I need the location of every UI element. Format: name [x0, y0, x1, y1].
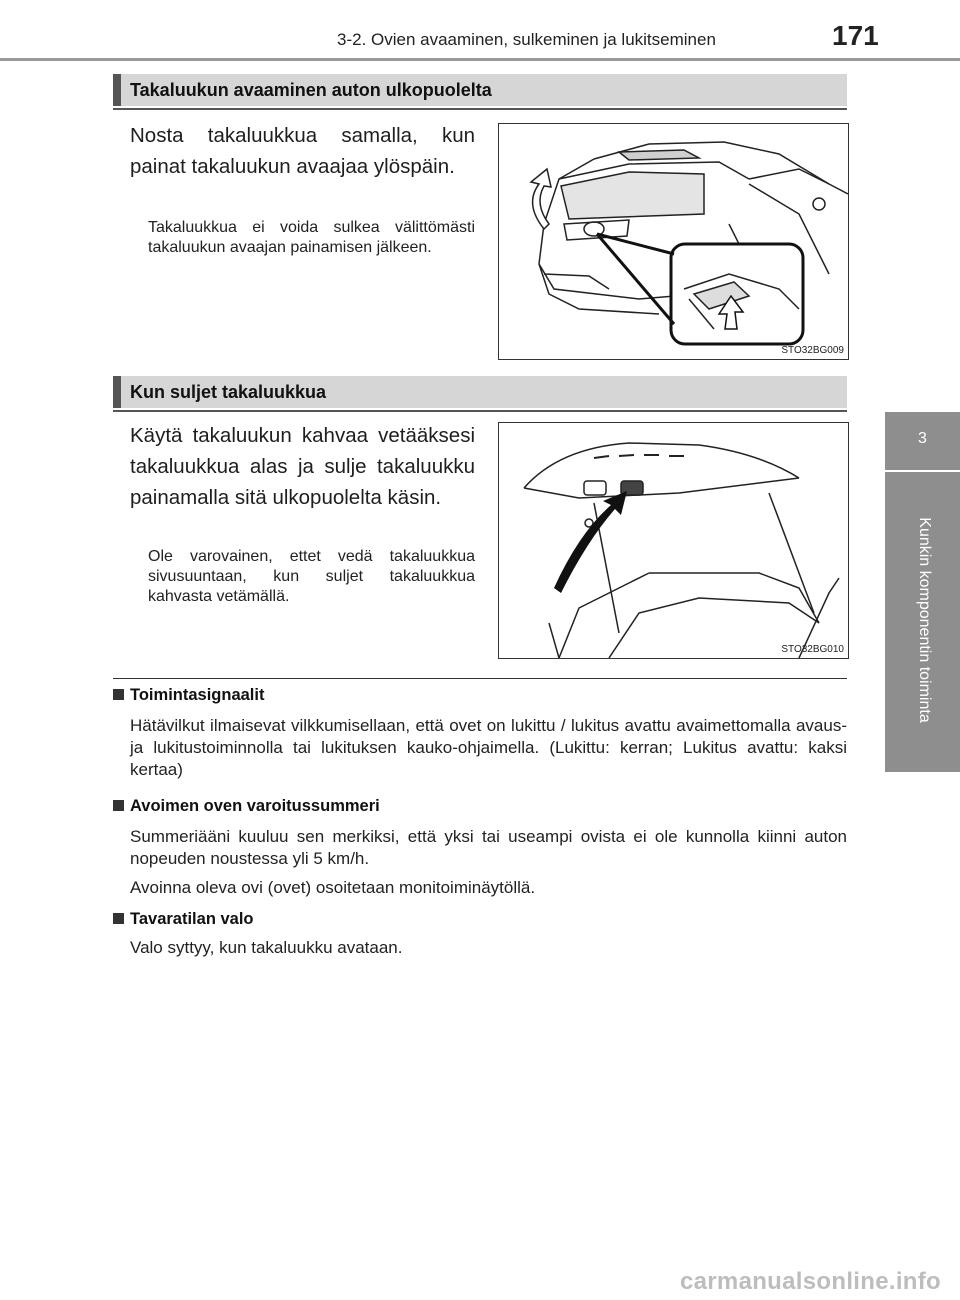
bullet-square-icon [113, 913, 124, 924]
note-paragraph: Summeriääni kuuluu sen merkiksi, että yksi tai useampi ovista ei ole kunnolla kiinni auton nopeuden noustessa yli 5 km/h. [130, 827, 847, 868]
note-title: Avoimen oven varoitussummeri [130, 797, 380, 815]
note-paragraph: Valo syttyy, kun takaluukku avataan. [130, 938, 403, 957]
heading-underline [113, 108, 847, 110]
section-heading-text: Kun suljet takaluukkua [130, 382, 327, 402]
figure-code: STO32BG009 [781, 345, 844, 356]
header-rule [0, 58, 960, 61]
heading-marker [113, 74, 121, 106]
section-heading-opening [113, 74, 847, 106]
figure-tailgate-closing [498, 422, 849, 659]
page-number: 171 [832, 20, 879, 51]
heading-marker [113, 376, 121, 408]
tailgate-closing-illustration [499, 423, 848, 658]
chapter-label: Kunkin komponentin toiminta [916, 517, 933, 723]
chapter-number: 3 [918, 430, 927, 447]
closing-note: Ole varovainen, ettet vedä takaluukkua sivusuuntaan, kun suljet takaluukkua kahvasta vetämällä. [148, 548, 475, 605]
figure-code: STO32BG010 [781, 644, 844, 655]
note-heading-signals [113, 686, 264, 705]
header-title: 3-2. Ovien avaaminen, sulkeminen ja lukitseminen [337, 30, 716, 49]
opening-note: Takaluukkua ei voida sulkea välittömästi takaluukun avaajan painamisen jälkeen. [148, 219, 475, 256]
section-heading-text: Takaluukun avaaminen auton ulkopuolelta [130, 80, 492, 100]
watermark: carmanualsonline.info [680, 1268, 942, 1295]
note-heading-buzzer [113, 797, 380, 816]
closing-instruction: Käytä takaluukun kahvaa vetääksesi takaluukkua alas ja sulje takaluukku painamalla sitä ulkopuolelta käsin. [130, 424, 475, 509]
note-heading-light [113, 910, 254, 929]
note-title: Toimintasignaalit [130, 686, 265, 704]
note-paragraph: Hätävilkut ilmaisevat vilkkumisellaan, että ovet on lukittu / lukitus avattu avaimettomalla avaus- ja lukitustoiminnolla tai lukituksen kauko-ohjaimella. (Lukittu: kerran; Lukitus avattu: kaksi kertaa) [130, 716, 847, 779]
figure-tailgate-opening [498, 123, 849, 360]
bullet-square-icon [113, 800, 124, 811]
bullet-square-icon [113, 689, 124, 700]
opening-instruction: Nosta takaluukkua samalla, kun painat takaluukun avaajaa ylöspäin. [130, 124, 475, 178]
note-paragraph: Avoinna oleva ovi (ovet) osoitetaan monitoiminäytöllä. [130, 878, 536, 897]
note-title: Tavaratilan valo [130, 910, 254, 928]
tailgate-opening-illustration [499, 124, 848, 359]
section-heading-closing [113, 376, 847, 408]
section-divider [113, 678, 847, 679]
heading-underline [113, 410, 847, 412]
